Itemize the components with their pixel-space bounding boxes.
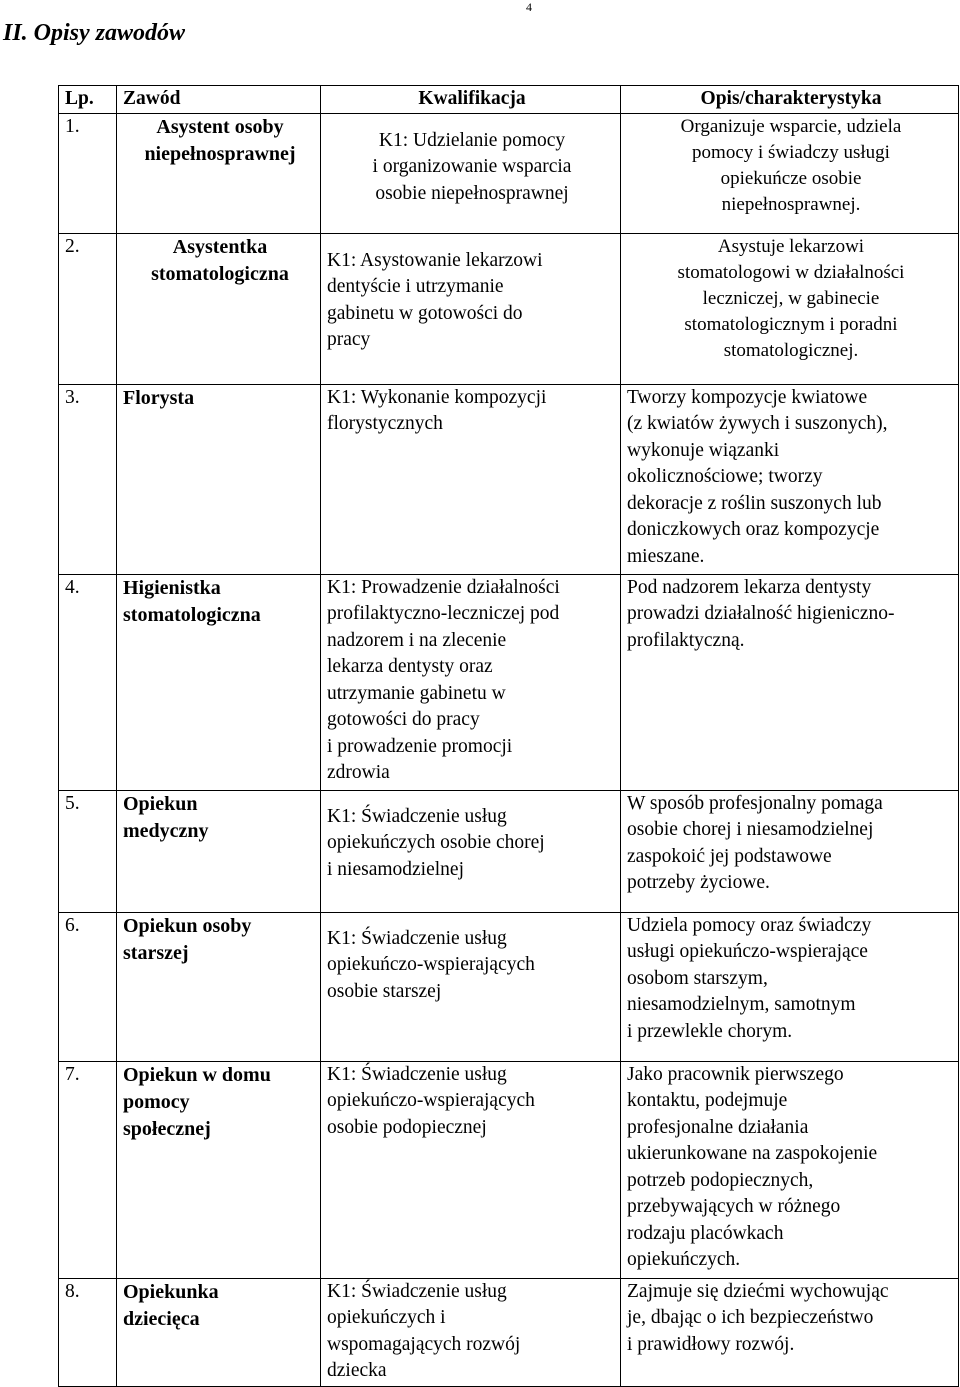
cell-zawod: Opiekunka dziecięca (117, 1278, 321, 1386)
table-row (59, 233, 959, 384)
cell-opis: W sposób profesjonalny pomaga osobie chorej i niesamodzielnej zaspokoić jej podstawowe potrzeby życiowe. (621, 790, 959, 912)
cell-zawod: Asystent osoby niepełnosprawnej (117, 113, 321, 233)
cell-lp: 5. (59, 790, 117, 912)
cell-opis: Jako pracownik pierwszego kontaktu, podejmuje profesjonalne działania ukierunkowane na zaspokojenie potrzeb podopiecznych, przebywających w różnego rodzaju placówkach opiekuńczych. (621, 1061, 959, 1278)
cell-kwalifikacja: K1: Wykonanie kompozycji florystycznych (321, 384, 621, 574)
cell-kwalifikacja: K1: Świadczenie usług opiekuńczych i wspomagających rozwój dziecka (321, 1278, 621, 1386)
cell-opis: Zajmuje się dziećmi wychowując je, dbając o ich bezpieczeństwo i prawidłowy rozwój. (621, 1278, 959, 1386)
cell-lp: 4. (59, 574, 117, 790)
cell-kwalifikacja: K1: Świadczenie usług opiekuńczo-wspierających osobie starszej (321, 912, 621, 1061)
section-title: II. Opisy zawodów (3, 20, 186, 46)
table-row (59, 113, 959, 233)
cell-kwalifikacja: K1: Świadczenie usług opiekuńczych osobie chorej i niesamodzielnej (321, 790, 621, 912)
occupations-table (58, 85, 959, 1387)
cell-zawod: Opiekun medyczny (117, 790, 321, 912)
header-lp: Lp. (59, 86, 117, 114)
cell-lp: 3. (59, 384, 117, 574)
cell-opis: Tworzy kompozycje kwiatowe (z kwiatów żywych i suszonych), wykonuje wiązanki okolicznościowe; tworzy dekoracje z roślin suszonych lub doniczkowych oraz kompozycje mieszane. (621, 384, 959, 574)
cell-opis: Asystuje lekarzowi stomatologowi w działalności leczniczej, w gabinecie stomatologicznym i poradni stomatologicznej. (621, 233, 959, 384)
cell-lp: 1. (59, 113, 117, 233)
header-kwalifikacja: Kwalifikacja (321, 86, 621, 114)
table-row (59, 384, 959, 574)
cell-zawod: Opiekun osoby starszej (117, 912, 321, 1061)
cell-zawod: Florysta (117, 384, 321, 574)
table-row (59, 1061, 959, 1278)
header-opis: Opis/charakterystyka (621, 86, 959, 114)
cell-lp: 7. (59, 1061, 117, 1278)
table-row (59, 1278, 959, 1386)
page-number: 4 (526, 0, 532, 14)
cell-kwalifikacja: K1: Prowadzenie działalności profilaktyczno-leczniczej pod nadzorem i na zlecenie lekarza dentysty oraz utrzymanie gabinetu w gotowości do pracy i prowadzenie promocji zdrowia (321, 574, 621, 790)
cell-zawod: Opiekun w domu pomocy społecznej (117, 1061, 321, 1278)
table-row (59, 912, 959, 1061)
cell-kwalifikacja: K1: Udzielanie pomocy i organizowanie wsparcia osobie niepełnosprawnej (321, 113, 621, 233)
table-row (59, 790, 959, 912)
cell-kwalifikacja: K1: Asystowanie lekarzowi dentyście i utrzymanie gabinetu w gotowości do pracy (321, 233, 621, 384)
cell-opis: Udziela pomocy oraz świadczy usługi opiekuńczo-wspierające osobom starszym, niesamodzielnym, samotnym i przewlekle chorym. (621, 912, 959, 1061)
cell-zawod: Higienistka stomatologiczna (117, 574, 321, 790)
cell-kwalifikacja: K1: Świadczenie usług opiekuńczo-wspierających osobie podopiecznej (321, 1061, 621, 1278)
table-row (59, 574, 959, 790)
cell-opis: Organizuje wsparcie, udziela pomocy i świadczy usługi opiekuńcze osobie niepełnosprawnej. (621, 113, 959, 233)
cell-lp: 6. (59, 912, 117, 1061)
cell-lp: 2. (59, 233, 117, 384)
header-zawod: Zawód (117, 86, 321, 114)
table-header-row (59, 86, 959, 114)
cell-zawod: Asystentka stomatologiczna (117, 233, 321, 384)
cell-lp: 8. (59, 1278, 117, 1386)
cell-opis: Pod nadzorem lekarza dentysty prowadzi działalność higieniczno- profilaktyczną. (621, 574, 959, 790)
